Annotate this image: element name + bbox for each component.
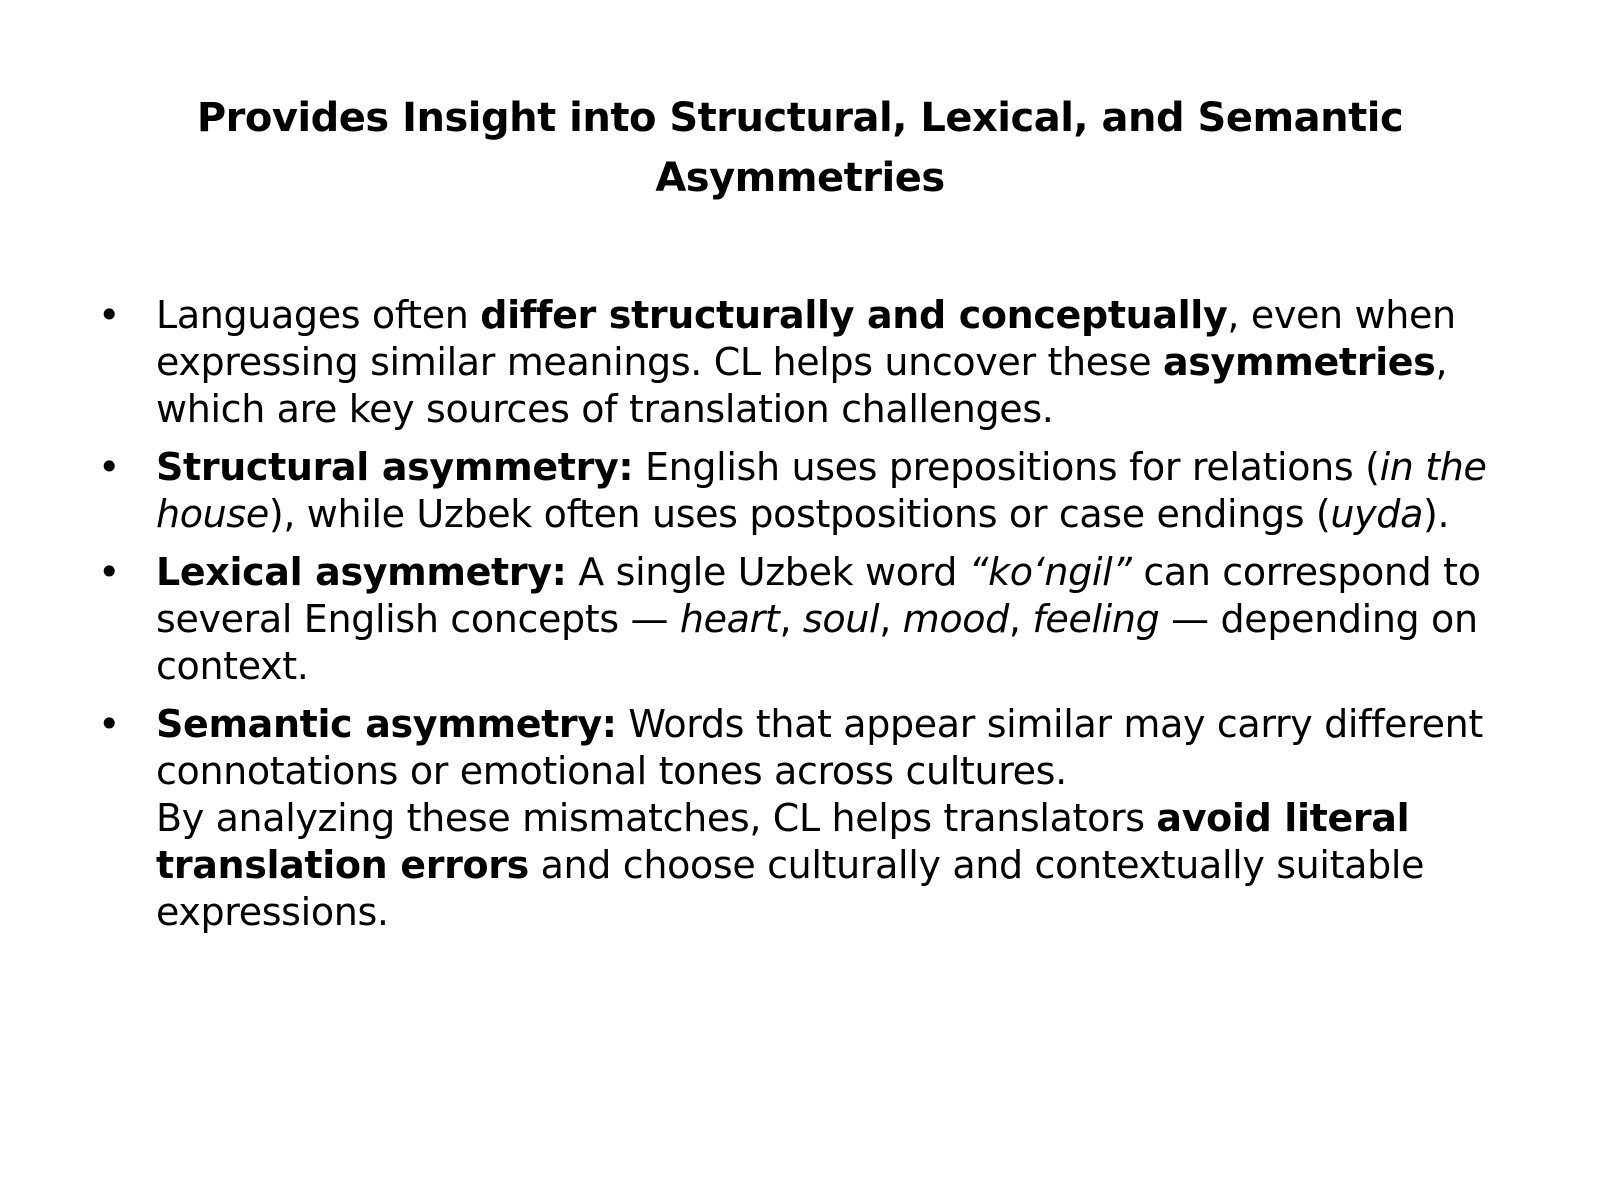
bullet-item-languages bbox=[90, 292, 1560, 433]
bullet-label: Semantic asymmetry: bbox=[156, 702, 617, 746]
bullet-text: By analyzing these mismatches, CL helps translators bbox=[156, 796, 1157, 840]
bullet-bold-text: differ structurally and conceptually bbox=[480, 293, 1228, 337]
bullet-text: , bbox=[879, 597, 903, 641]
bullet-italic-text: feeling bbox=[1032, 597, 1160, 641]
bullet-italic-text: uyda bbox=[1330, 492, 1424, 536]
bullet-item-structural bbox=[90, 444, 1560, 538]
title-line-1: Provides Insight into Structural, Lexical, and Semantic bbox=[196, 95, 1404, 141]
bullet-text: English uses prepositions for relations ( bbox=[633, 445, 1380, 489]
bullet-text: , which are key sources of translation challenges. bbox=[156, 340, 1448, 431]
bullet-italic-text: in the house bbox=[156, 445, 1487, 536]
title-line-2: Asymmetries bbox=[655, 155, 945, 201]
bullet-text: and choose culturally and contextually suitable expressions. bbox=[156, 843, 1425, 934]
bullet-item-semantic bbox=[90, 701, 1560, 936]
bullet-text: , bbox=[1008, 597, 1033, 641]
bullet-text: , bbox=[779, 597, 803, 641]
bullet-italic-text: heart bbox=[679, 597, 780, 641]
bullet-list bbox=[90, 292, 1560, 947]
bullet-italic-text: mood bbox=[902, 597, 1009, 641]
bullet-text: Words that appear similar may carry different connotations or emotional tones across cultures. bbox=[156, 702, 1483, 793]
bullet-label: Structural asymmetry: bbox=[156, 445, 634, 489]
bullet-text: can correspond to several English concepts — bbox=[156, 550, 1481, 641]
bullet-italic-text: “koʻngil” bbox=[968, 550, 1132, 594]
bullet-dot-icon: • bbox=[98, 550, 121, 594]
bullet-text: Languages often bbox=[156, 293, 481, 337]
bullet-bold-text: avoid literal translation errors bbox=[156, 796, 1410, 887]
bullet-text: A single Uzbek word bbox=[566, 550, 969, 594]
slide-title bbox=[140, 88, 1460, 208]
bullet-label: Lexical asymmetry: bbox=[156, 550, 567, 594]
bullet-text: ), while Uzbek often uses postpositions or case endings ( bbox=[268, 492, 1331, 536]
bullet-text: — depending on context. bbox=[156, 597, 1478, 688]
bullet-dot-icon: • bbox=[98, 445, 121, 489]
bullet-text: , even when expressing similar meanings. CL helps uncover these bbox=[156, 293, 1456, 384]
bullet-dot-icon: • bbox=[98, 702, 121, 746]
bullet-dot-icon: • bbox=[98, 293, 121, 337]
bullet-italic-text: soul bbox=[802, 597, 880, 641]
bullet-bold-text: asymmetries bbox=[1162, 340, 1436, 384]
bullet-text: ). bbox=[1423, 492, 1450, 536]
bullet-item-lexical bbox=[90, 549, 1560, 690]
